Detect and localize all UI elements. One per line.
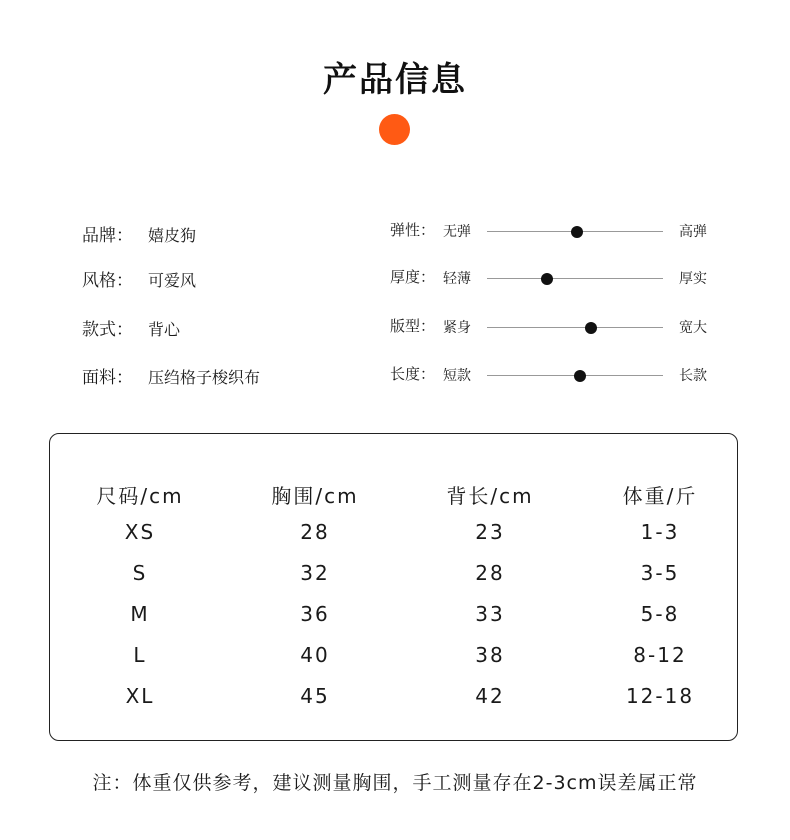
table-cell: 38 (475, 643, 505, 667)
table-cell: 12-18 (625, 684, 695, 708)
spec-value: 嬉皮狗 (148, 226, 197, 245)
spec-type (82, 315, 180, 340)
spec-value: 背心 (148, 320, 181, 339)
table-cell: XS (124, 520, 156, 544)
scale-label: 版型： (390, 317, 436, 335)
scale-label: 弹性： (390, 221, 436, 239)
scale-max-label: 厚实 (679, 271, 707, 287)
table-header: 背长/cm (446, 484, 534, 508)
scale-fit (390, 315, 720, 339)
size-table (49, 433, 738, 741)
scale-max-label: 长款 (679, 368, 707, 384)
scale-knob (585, 322, 597, 334)
scale-label: 厚度： (390, 268, 436, 286)
table-cell: XL (125, 684, 155, 708)
scale-min-label: 轻薄 (443, 271, 471, 287)
spec-brand (82, 221, 196, 246)
table-cell: 33 (475, 602, 505, 626)
scale-thickness (390, 266, 720, 290)
table-header: 尺码/cm (96, 484, 184, 508)
table-cell: 8-12 (633, 643, 687, 667)
scale-label: 长度： (390, 365, 436, 383)
table-cell: 3-5 (640, 561, 680, 585)
table-cell: 42 (475, 684, 505, 708)
spec-label: 品牌： (82, 226, 133, 246)
table-cell: 32 (300, 561, 330, 585)
table-cell: 1-3 (640, 520, 680, 544)
scale-knob (571, 226, 583, 238)
scale-min-label: 紧身 (443, 320, 471, 336)
measurement-note: 注：体重仅供参考，建议测量胸围，手工测量存在2-3cm误差属正常 (92, 772, 698, 794)
scale-track (487, 278, 663, 279)
scale-min-label: 短款 (443, 368, 471, 384)
spec-fabric (82, 363, 260, 388)
scale-track (487, 327, 663, 328)
table-cell: 28 (475, 561, 505, 585)
scale-length (390, 363, 720, 387)
page-title: 产品信息 (323, 60, 467, 100)
table-cell: 45 (300, 684, 330, 708)
table-cell: 28 (300, 520, 330, 544)
spec-label: 面料： (82, 368, 133, 388)
spec-style (82, 266, 196, 291)
scale-max-label: 高弹 (679, 224, 707, 240)
table-cell: 23 (475, 520, 505, 544)
table-cell: 36 (300, 602, 330, 626)
table-cell: S (132, 561, 148, 585)
spec-value: 可爱风 (148, 271, 197, 290)
scale-min-label: 无弹 (443, 224, 471, 240)
spec-label: 风格： (82, 271, 133, 291)
accent-dot (379, 114, 410, 145)
scale-knob (574, 370, 586, 382)
table-cell: M (130, 602, 150, 626)
spec-value: 压绉格子梭织布 (148, 368, 261, 387)
table-cell: 40 (300, 643, 330, 667)
table-cell: L (133, 643, 147, 667)
scale-knob (541, 273, 553, 285)
spec-label: 款式： (82, 320, 133, 340)
table-header: 体重/斤 (622, 484, 698, 508)
scale-elasticity (390, 219, 720, 243)
table-cell: 5-8 (640, 602, 680, 626)
scale-max-label: 宽大 (679, 320, 707, 336)
table-header: 胸围/cm (271, 484, 359, 508)
